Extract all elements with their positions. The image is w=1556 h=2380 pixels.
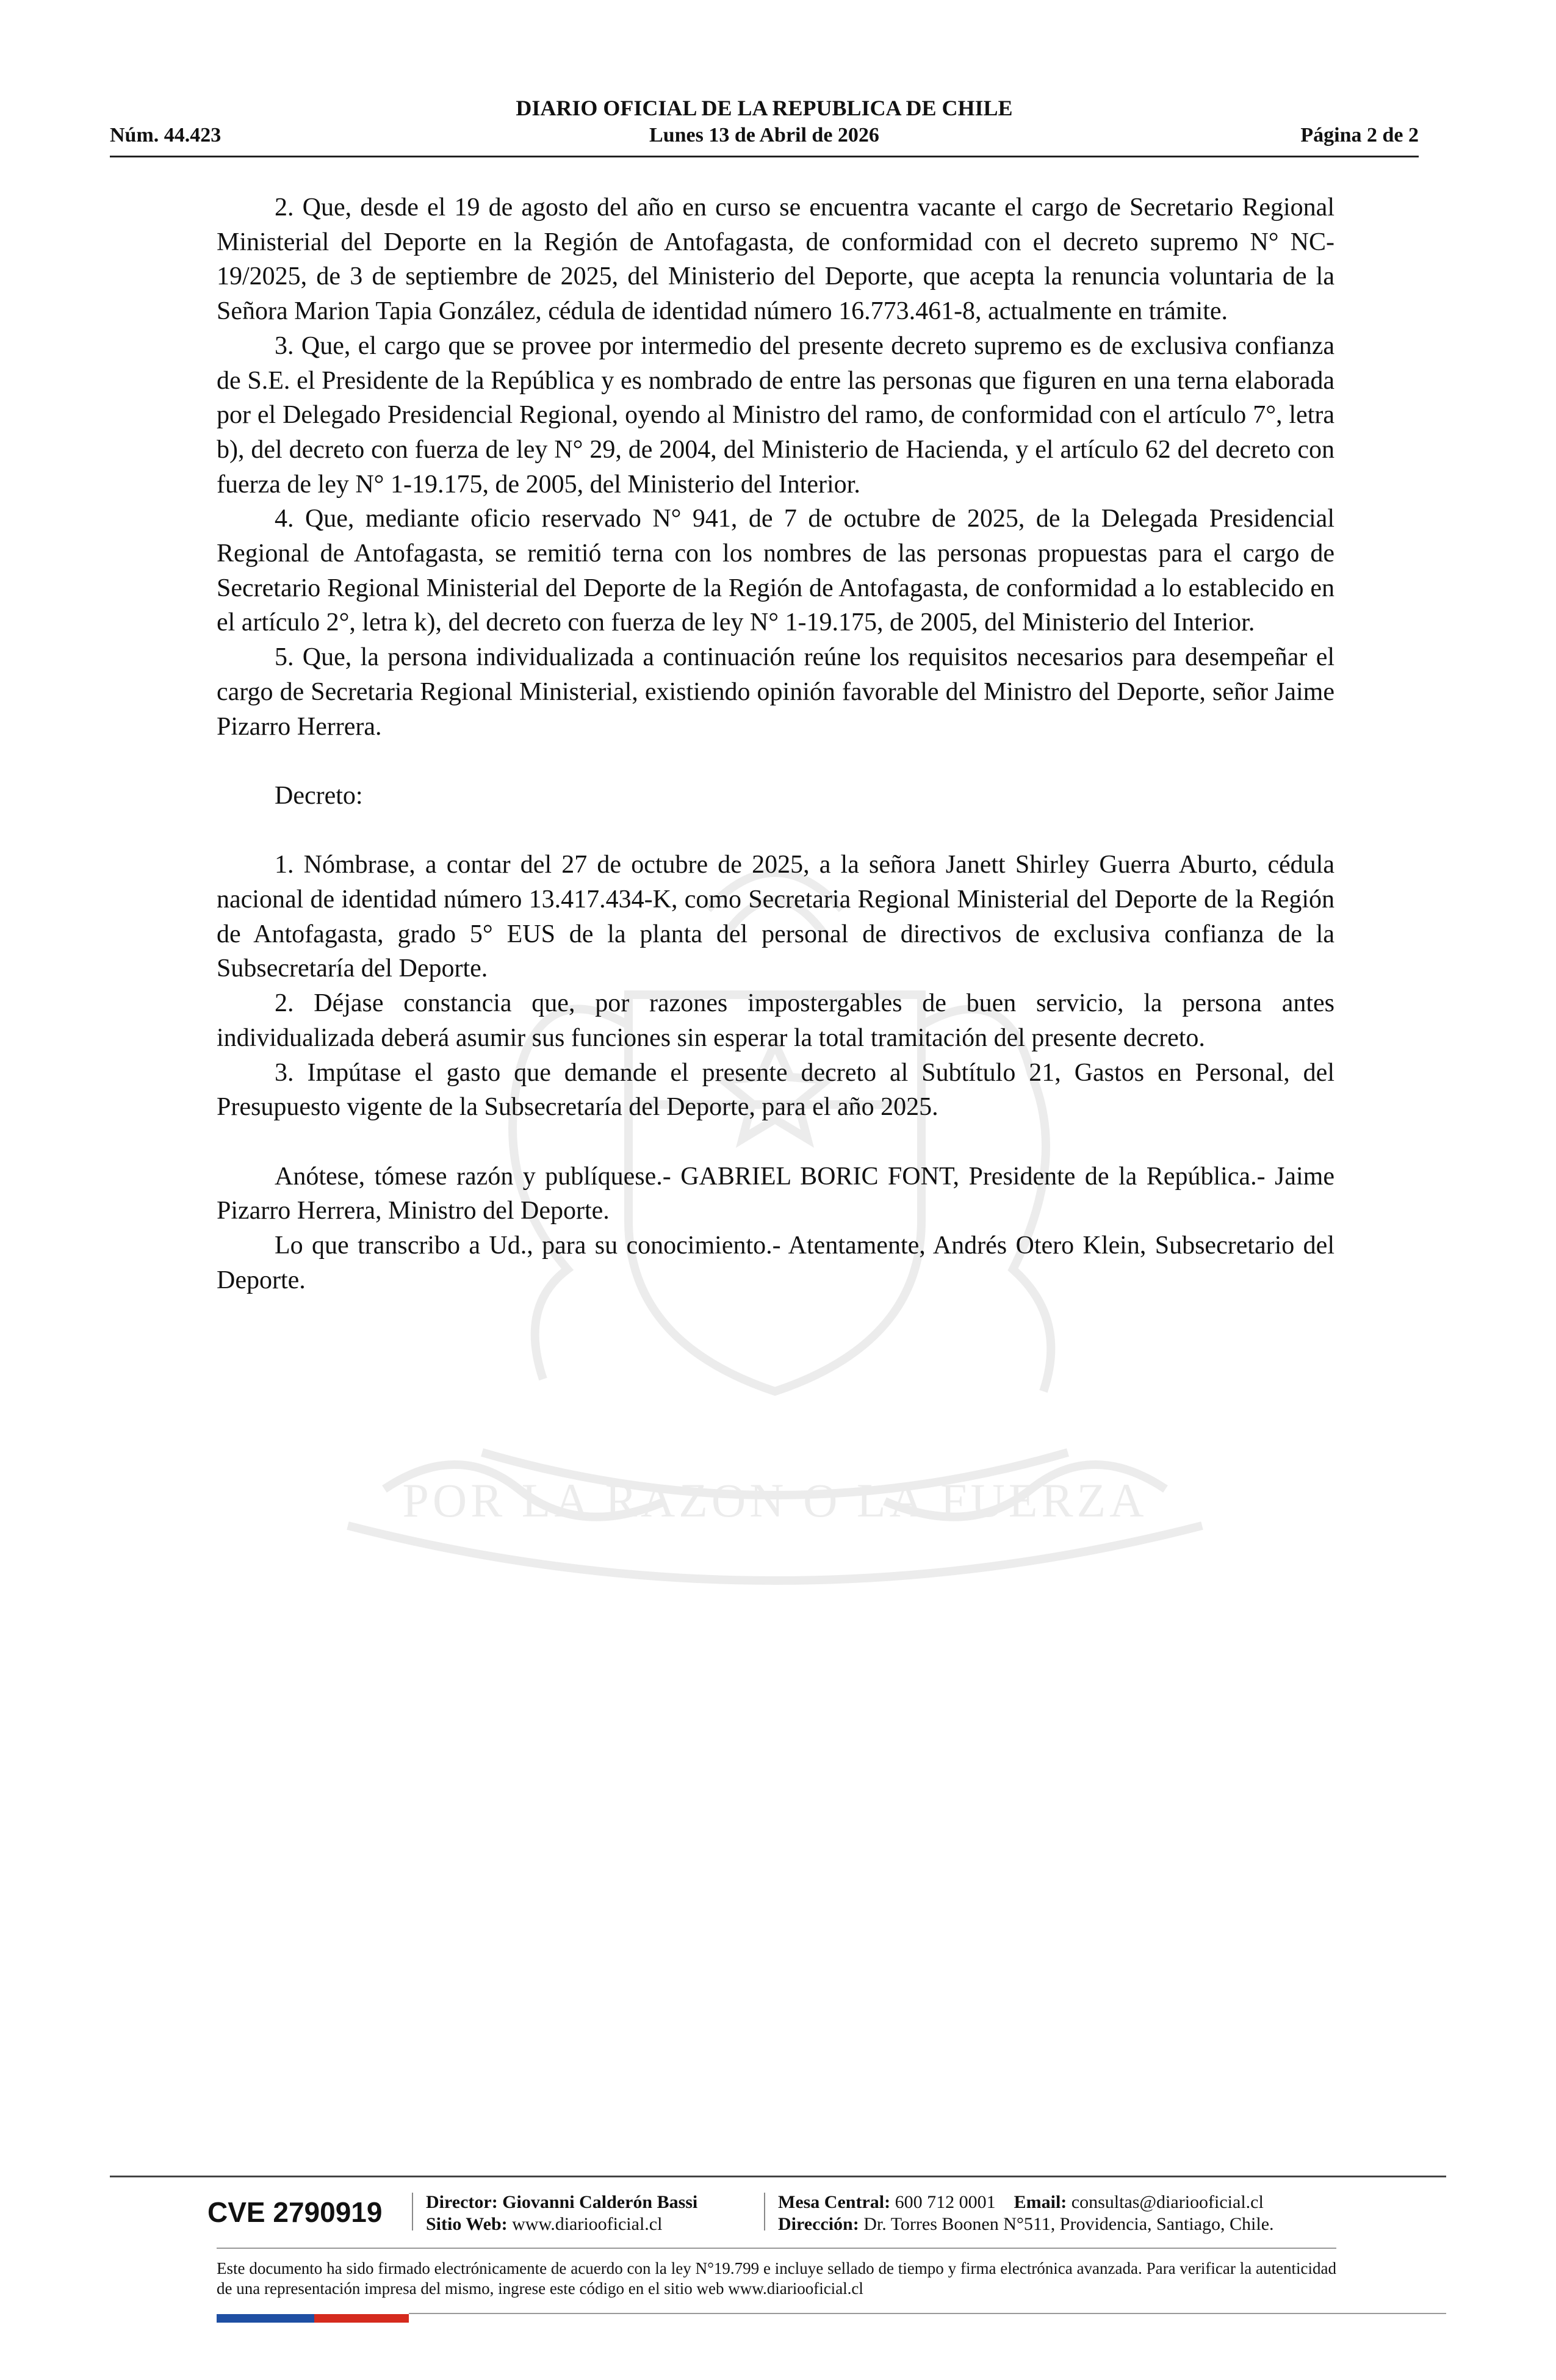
motto-text: POR LA RAZON O LA FUERZA [402, 1474, 1148, 1527]
footer-mid-rule [217, 2248, 1336, 2249]
mesa-label: Mesa Central: [778, 2192, 891, 2212]
decreto-article-3: 3. Impútase el gasto que demande el presente decreto al Subtítulo 21, Gastos en Personal, del Presupuesto vigente de la Subsecretaría del Deporte, para el año 2025. [217, 1058, 1334, 1122]
considerando-5: 5. Que, la persona individualizada a continuación reúne los requisitos necesarios para desempeñar el cargo de Secretaria Regional Ministerial, existiendo opinión favorable del Ministro del Deporte, señor Jaime Pizarro Herrera. [217, 643, 1334, 741]
address-label: Dirección: [778, 2214, 859, 2234]
considerando-3: 3. Que, el cargo que se provee por intermedio del presente decreto supremo es de exclusiva confianza de S.E. el Presidente de la República y es nombrado de entre las personas que figuren en una terna elaborada por el Delegado Presidencial Regional, oyendo al Ministro del ramo, de conformidad con el artículo 7°, letra b), del decreto con fuerza de ley N° 29, de 2004, del Ministerio de Hacienda, y el artículo 62 del decreto con fuerza de ley N° 1-19.175, de 2005, del Ministerio del Interior. [217, 331, 1334, 499]
email-label: Email: [1014, 2192, 1067, 2212]
web-link[interactable]: www.diariooficial.cl [512, 2214, 663, 2234]
electronic-signature-notice: Este documento ha sido firmado electrónicamente de acuerdo con la ley N°19.799 e incluye sellado de tiempo y firma electrónica avanzada. Para verificar la autenticidad de una representación impresa del mismo, ingrese este código en el sitio web www.diariooficial.cl [217, 2259, 1336, 2298]
footer-contact-column [778, 2191, 1274, 2235]
chile-flag-stripe [217, 2314, 409, 2323]
web-label: Sitio Web: [426, 2214, 508, 2234]
considerando-4: 4. Que, mediante oficio reservado N° 941, de 7 de octubre de 2025, de la Delegada Presidencial Regional de Antofagasta, se remitió terna con los nombres de las personas propuestas para el cargo de Secretario Regional Ministerial del Deporte de la Región de Antofagasta, de conformidad a lo establecido en el artículo 2°, letra k), del decreto con fuerza de ley N° 1-19.175, de 2005, del Ministerio del Interior. [217, 505, 1334, 637]
issue-date: Lunes 13 de Abril de 2026 [649, 124, 879, 146]
cve-code: CVE 2790919 [207, 2196, 383, 2228]
footer-separator [412, 2193, 413, 2230]
mesa-phone: 600 712 0001 [895, 2192, 996, 2212]
page-footer [110, 2176, 1446, 2322]
decreto-heading: Decreto: [275, 781, 363, 810]
publication-title: DIARIO OFICIAL DE LA REPUBLICA DE CHILE [516, 96, 1013, 120]
considerando-2: 2. Que, desde el 19 de agosto del año en curso se encuentra vacante el cargo de Secretario Regional Ministerial del Deporte en la Región de Antofagasta, de conformidad con el decreto supremo N° NC-19/2025, de 3 de septiembre de 2025, del Ministerio del Deporte, que acepta la renuncia voluntaria de la Señora Marion Tapia González, cédula de identidad número 16.773.461-8, actualmente en trámite. [217, 193, 1334, 326]
header-meta-row [110, 121, 1419, 150]
director-label: Director: Giovanni Calderón Bassi [426, 2192, 698, 2212]
decree-body [217, 190, 1334, 1297]
footer-top-rule [110, 2176, 1446, 2177]
footer-separator [764, 2193, 765, 2230]
header-divider [110, 156, 1419, 157]
address-value: Dr. Torres Boonen N°511, Providencia, Santiago, Chile. [863, 2214, 1274, 2234]
page-indicator: Página 2 de 2 [1300, 124, 1419, 146]
transcription-note: Lo que transcribo a Ud., para su conocimiento.- Atentamente, Andrés Otero Klein, Subsecretario del Deporte. [217, 1231, 1334, 1294]
footer-director-column [426, 2191, 697, 2235]
page-header [110, 95, 1419, 162]
decreto-article-1: 1. Nómbrase, a contar del 27 de octubre de 2025, a la señora Janett Shirley Guerra Aburto, cédula nacional de identidad número 13.417.434-K, como Secretaria Regional Ministerial del Deporte de la Región de Antofagasta, grado 5° EUS de la planta del personal de directivos de exclusiva confianza de la Subsecretaría del Deporte. [217, 851, 1334, 983]
decreto-article-2: 2. Déjase constancia que, por razones impostergables de buen servicio, la persona antes individualizada deberá asumir sus funciones sin esperar la total tramitación del presente decreto. [217, 989, 1334, 1052]
closing-formula: Anótese, tómese razón y publíquese.- GABRIEL BORIC FONT, Presidente de la República.- Jaime Pizarro Herrera, Ministro del Deporte. [217, 1162, 1334, 1225]
flag-red-segment [314, 2314, 409, 2323]
flag-blue-segment [217, 2314, 314, 2323]
email-link[interactable]: consultas@diariooficial.cl [1071, 2192, 1264, 2212]
issue-number: Núm. 44.423 [110, 124, 222, 146]
footer-bottom-rule [409, 2313, 1446, 2314]
